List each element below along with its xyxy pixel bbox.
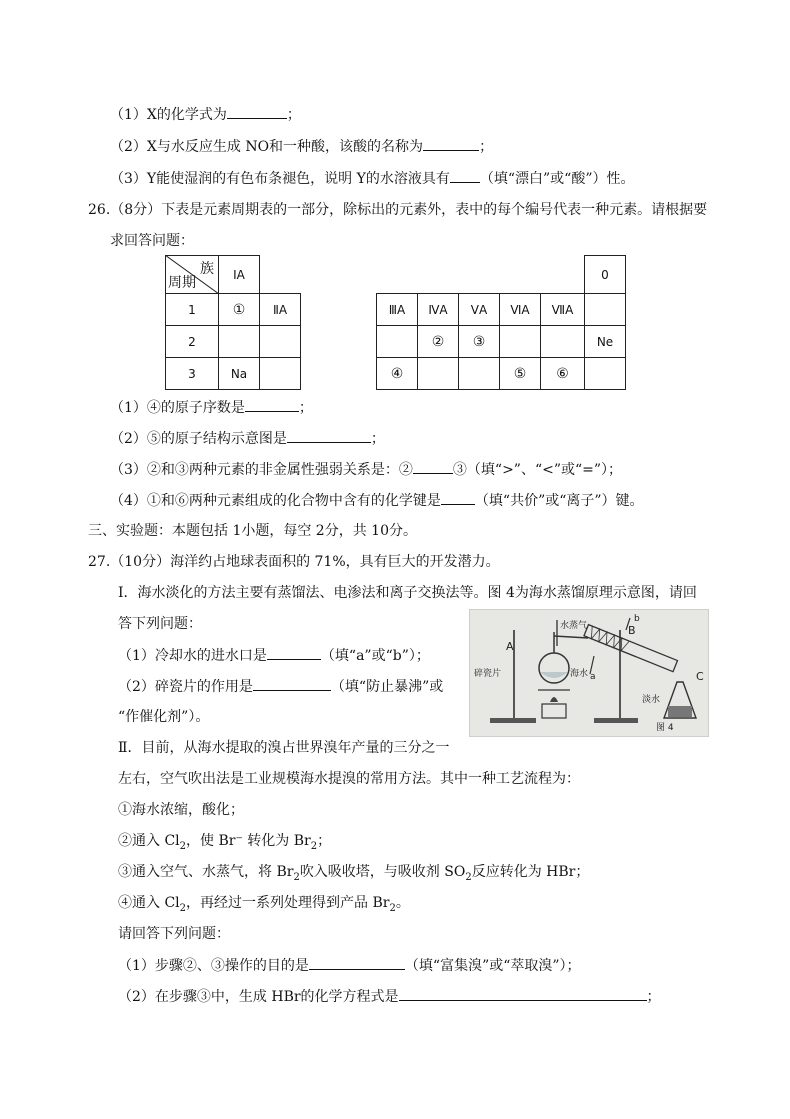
q27-s2 bbox=[118, 676, 443, 697]
answer-blank[interactable] bbox=[399, 986, 647, 1001]
q25-s3 bbox=[110, 168, 634, 189]
label-b: b bbox=[634, 614, 640, 624]
q27-q2-text: （2）在步骤③中，生成 HBr的化学方程式是 bbox=[118, 989, 399, 1005]
q27-intro: 27.（10分）海洋约占地球表面积的 71%，具有巨大的开发潜力。 bbox=[88, 554, 500, 570]
label-seawater: 海水 bbox=[570, 669, 589, 679]
element-Na: Na bbox=[218, 357, 260, 390]
q25-s1 bbox=[110, 104, 301, 125]
q27-s2-text: （2）碎瓷片的作用是 bbox=[118, 679, 253, 695]
q25-s1-text: （1）X的化学式为 bbox=[110, 107, 227, 123]
answer-blank[interactable] bbox=[450, 168, 480, 183]
q27-ask: 请回答下列问题： bbox=[118, 926, 230, 942]
q25-s2 bbox=[110, 136, 493, 157]
period-3: 3 bbox=[165, 357, 219, 390]
element-Ne: Ne bbox=[584, 325, 626, 358]
q27-q2-tail: ； bbox=[646, 989, 661, 1005]
q27-q1-text: （1）步骤②、③操作的目的是 bbox=[118, 958, 309, 974]
period-2: 2 bbox=[165, 325, 219, 358]
q27-s2-cont: “作催化剂”）。 bbox=[118, 709, 210, 725]
answer-blank[interactable] bbox=[413, 459, 453, 474]
q27-q1-tail: （填“富集溴”或“萃取溴”）； bbox=[404, 958, 581, 974]
subscript: 2 bbox=[389, 902, 396, 914]
q27-part1-cont: 答下列问题： bbox=[118, 616, 202, 632]
subscript: 2 bbox=[465, 871, 472, 883]
q25-s3-text: （3）Y能使湿润的有色布条褪色，说明 Y的水溶液具有 bbox=[110, 171, 450, 187]
answer-blank[interactable] bbox=[227, 104, 287, 119]
header-IIA: ⅡA bbox=[259, 293, 301, 326]
step3-text-a: ③通入空气、水蒸气，将 Br bbox=[118, 864, 294, 880]
process-step-2 bbox=[118, 831, 331, 857]
label-a: a bbox=[590, 672, 596, 682]
label-chips: 碎瓷片 bbox=[474, 669, 502, 679]
step4-text-a: ④通入 Cl bbox=[118, 895, 180, 911]
subscript: 2 bbox=[179, 840, 187, 852]
distillation-figure bbox=[469, 609, 709, 737]
corner-period: 周期 bbox=[168, 275, 196, 291]
q27-q2 bbox=[118, 986, 661, 1007]
label-C: C bbox=[696, 670, 704, 683]
q27-part2-cont: 左右，空气吹出法是工业规模海水提溴的常用方法。其中一种工艺流程为： bbox=[118, 771, 580, 787]
label-vapor: 水蒸气 bbox=[560, 621, 588, 631]
step4-text-c: 。 bbox=[395, 895, 410, 911]
q26-s2-text: （2）⑤的原子结构示意图是 bbox=[110, 431, 287, 447]
cell-empty bbox=[259, 325, 301, 358]
corner-group: 族 bbox=[200, 261, 214, 277]
step2-text-d: ； bbox=[317, 833, 332, 849]
answer-blank[interactable] bbox=[309, 955, 405, 970]
step2-text-c: 转化为 Br bbox=[242, 833, 311, 849]
subscript: 2 bbox=[179, 902, 187, 914]
element-3: ③ bbox=[458, 325, 500, 358]
cell-empty bbox=[259, 357, 301, 390]
header-VA: ⅤA bbox=[458, 293, 500, 326]
answer-blank[interactable] bbox=[267, 645, 321, 660]
answer-blank[interactable] bbox=[287, 428, 371, 443]
process-step-4 bbox=[118, 893, 410, 919]
section-heading: 三、实验题：本题包括 1小题，每空 2分，共 10分。 bbox=[88, 523, 417, 539]
periodic-table bbox=[165, 255, 626, 390]
header-VIA: ⅥA bbox=[499, 293, 541, 326]
q26-s1 bbox=[110, 397, 313, 418]
cell-empty bbox=[417, 357, 459, 390]
q27-s2-tail: （填“防止暴沸”或 bbox=[330, 679, 444, 695]
answer-blank[interactable] bbox=[441, 490, 475, 505]
element-2: ② bbox=[417, 325, 459, 358]
q26-s1-text: （1）④的原子序数是 bbox=[110, 400, 245, 416]
period-1: 1 bbox=[165, 293, 219, 326]
header-IVA: ⅣA bbox=[417, 293, 459, 326]
step2-text-b: ，使 Br bbox=[186, 833, 236, 849]
superscript-minus: ⁻ bbox=[235, 833, 243, 849]
step3-text-c: 反应转化为 HBr； bbox=[471, 864, 590, 880]
distillation-apparatus-drawing bbox=[470, 610, 708, 736]
q27-part1-intro: Ⅰ．海水淡化的方法主要有蒸馏法、电渗法和离子交换法等。图 4为海水蒸馏原理示意图，请回 bbox=[118, 585, 697, 601]
q26-s2-tail: ； bbox=[370, 431, 385, 447]
q27-q1 bbox=[118, 955, 581, 976]
answer-blank[interactable] bbox=[245, 397, 299, 412]
q26-s2 bbox=[110, 428, 385, 449]
q25-s3-tail: （填“漂白”或“酸”）性。 bbox=[479, 171, 635, 187]
subscript: 2 bbox=[293, 871, 300, 883]
cell-empty bbox=[584, 293, 626, 326]
q27-s1-text: （1）冷却水的进水口是 bbox=[118, 648, 267, 664]
cell-empty bbox=[499, 325, 541, 358]
header-VIIA: ⅦA bbox=[540, 293, 585, 326]
answer-blank[interactable] bbox=[253, 676, 331, 691]
q26-s3-text: （3）②和③两种元素的非金属性强弱关系是：② bbox=[110, 462, 413, 478]
figure-caption: 图 4 bbox=[656, 723, 674, 733]
cell-empty bbox=[376, 325, 418, 358]
q26-s4 bbox=[110, 490, 644, 511]
q26-s3 bbox=[110, 459, 622, 480]
label-A: A bbox=[506, 640, 514, 653]
subscript: 2 bbox=[310, 840, 318, 852]
label-freshwater: 淡水 bbox=[642, 695, 661, 705]
header-IIIA: ⅢA bbox=[376, 293, 418, 326]
q25-s2-tail: ； bbox=[479, 139, 494, 155]
process-step-3 bbox=[118, 862, 589, 888]
element-6: ⑥ bbox=[540, 357, 585, 390]
step4-text-b: ，再经过一系列处理得到产品 Br bbox=[186, 895, 390, 911]
q27-part2-intro: Ⅱ．目前，从海水提取的溴占世界溴年产量的三分之一 bbox=[118, 740, 450, 756]
q26-s4-tail: （填“共价”或“离子”）键。 bbox=[474, 493, 644, 509]
q25-s1-tail: ； bbox=[286, 107, 301, 123]
step2-text-a: ②通入 Cl bbox=[118, 833, 180, 849]
cell-empty bbox=[458, 357, 500, 390]
cell-empty bbox=[584, 357, 626, 390]
header-IA: ⅠA bbox=[218, 255, 260, 294]
element-1: ① bbox=[218, 293, 260, 326]
q27-s1 bbox=[118, 645, 430, 666]
answer-blank[interactable] bbox=[423, 136, 479, 151]
process-step-1: ①海水浓缩，酸化； bbox=[118, 802, 244, 818]
element-5: ⑤ bbox=[499, 357, 541, 390]
q26-intro: 26.（8分）下表是元素周期表的一部分，除标出的元素外，表中的每个编号代表一种元素。请根据要 bbox=[88, 202, 708, 218]
q26-s4-text: （4）①和⑥两种元素组成的化合物中含有的化学键是 bbox=[110, 493, 441, 509]
step3-text-b: 吹入吸收塔，与吸收剂 SO bbox=[299, 864, 466, 880]
q26-intro-cont: 求回答问题： bbox=[110, 233, 194, 249]
q25-s2-text: （2）X与水反应生成 NO和一种酸，该酸的名称为 bbox=[110, 139, 424, 155]
table-corner bbox=[165, 255, 219, 294]
cell-empty bbox=[540, 325, 585, 358]
element-4: ④ bbox=[376, 357, 418, 390]
cell-empty bbox=[218, 325, 260, 358]
q27-s1-tail: （填“a”或“b”）； bbox=[320, 648, 430, 664]
q26-s3-tail: ③（填“>”、“<”或“=”）； bbox=[452, 462, 623, 478]
q26-s1-tail: ； bbox=[298, 400, 313, 416]
label-B: B bbox=[628, 624, 636, 637]
header-0: 0 bbox=[584, 255, 626, 294]
